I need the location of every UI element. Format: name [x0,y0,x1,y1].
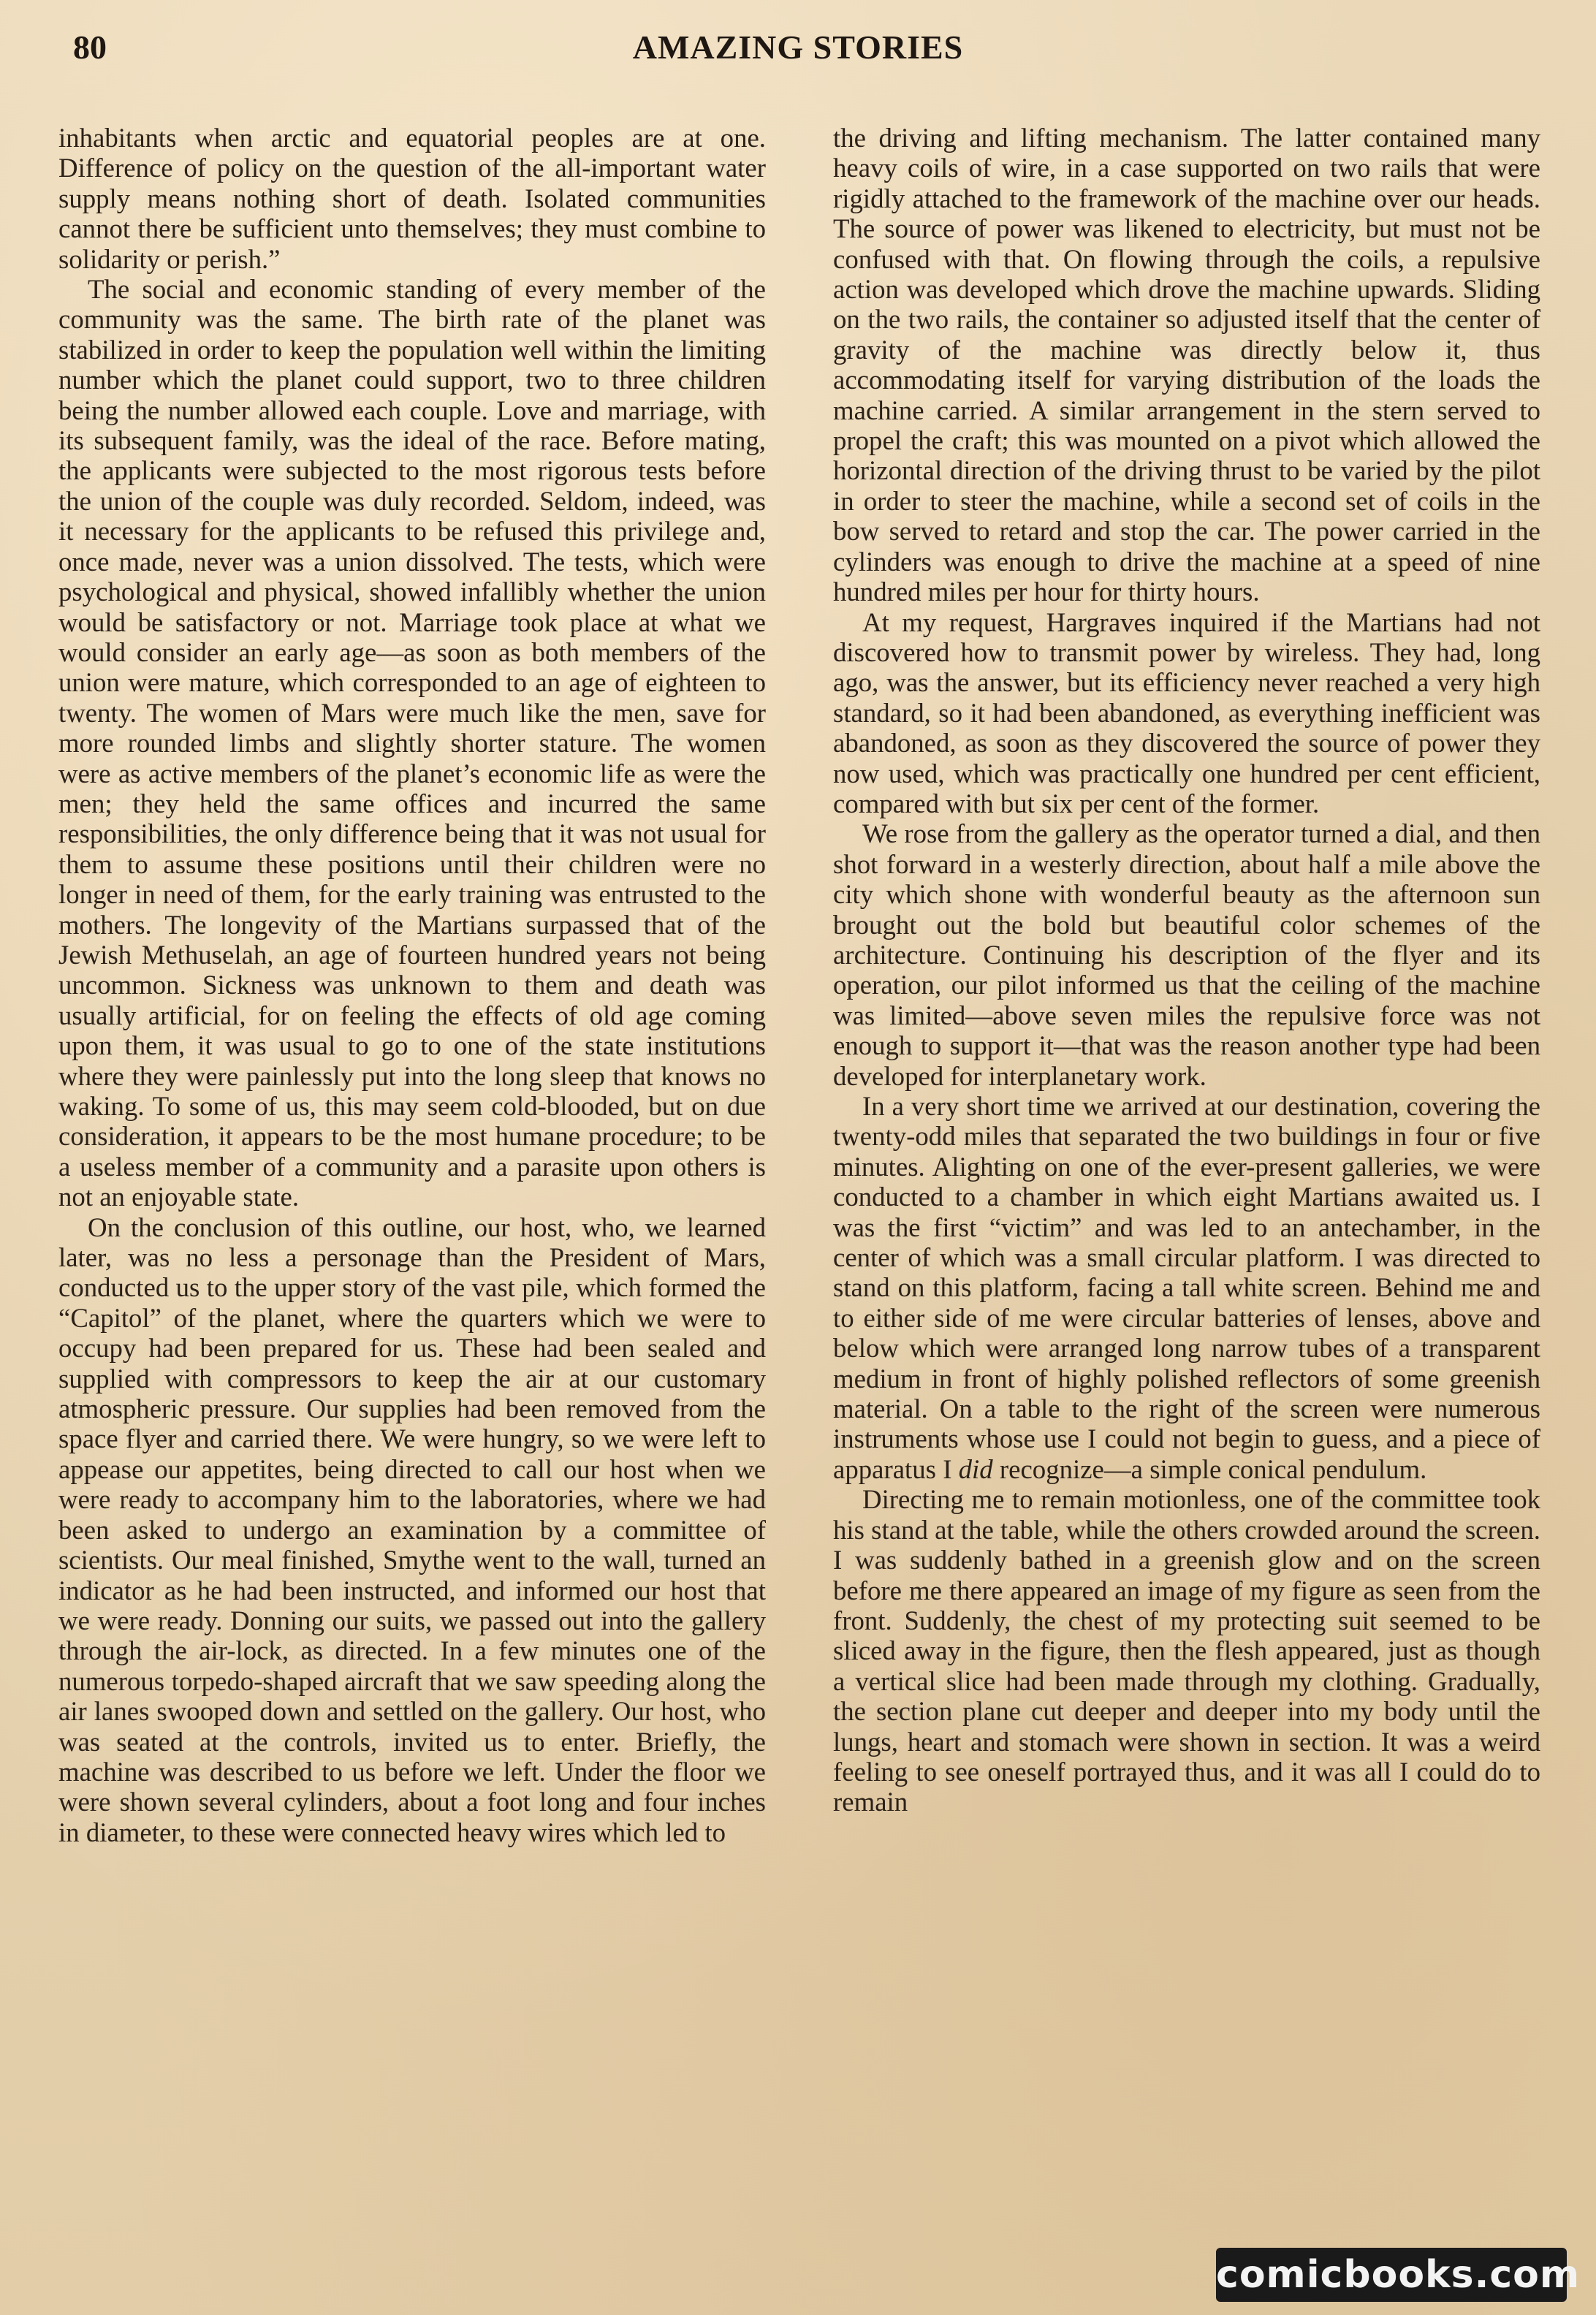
emphasis-did: did [958,1453,993,1484]
paragraph: the driving and lifting mechanism. The latter contained many heavy coils of wire, in a case supported on two rails that were rigidly attached to the framework of the machine over our heads. The source of power was likened to electricity, but must not be confused with that. On flowing through the coils, a repulsive action was developed which drove the machine upwards. Sliding on the two rails, the container so adjusted itself that the center of gravity of the machine was directly below it, thus accommodating itself for varying distribution of the loads the machine carried. A similar arrangement in the stern served to propel the craft; this was mounted on a pivot which allowed the horizontal direction of the driving thrust to be varied by the pilot in order to steer the machine, while a second set of coils in the bow served to retard and stop the car. The power carried in the cylinders was enough to drive the machine at a speed of nine hundred miles per hour for thirty hours. [833,123,1540,607]
paragraph: On the conclusion of this outline, our host, who, we learned later, was no less a personage than the President of Mars, conducted us to the upper story of the vast pile, which formed the “Capitol” of the planet, where the quarters which we were to occupy had been prepared for us. These had been sealed and supplied with compressors to keep the air at our customary atmospheric pressure. Our supplies had been removed from the space flyer and carried there. We were hungry, so we were left to appease our appetites, being directed to call our host when we were ready to accompany him to the laboratories, where we had been asked to undergo an examination by a committee of scientists. Our meal finished, Smythe went to the wall, turned an indicator as he had been instructed, and informed our host that we were ready. Donning our suits, we passed out into the gallery through the air-lock, as directed. In a few minutes one of the numerous torpedo-shaped aircraft that we saw speeding along the air lanes swooped down and settled on the gallery. Our host, who was seated at the controls, invited us to enter. Briefly, the machine was described to us before we left. Under the floor we were shown several cylinders, about a foot long and four inches in diameter, to these were connected heavy wires which led to [58,1212,766,1847]
paragraph-text: recognize—a simple conical pendulum. [992,1453,1427,1484]
paragraph: At my request, Hargraves inquired if the Martians had not discovered how to transmit power by wireless. They had, long ago, was the answer, but its efficiency never reached a very high standard, so it had been abandoned, as everything inefficient was abandoned, as soon as they discovered the source of power they now used, which was practically one hundred per cent efficient, compared with but six per cent of the former. [833,607,1540,818]
paragraph: We rose from the gallery as the operator turned a dial, and then shot forward in a westerly direction, about half a mile above the city which shone with wonderful beauty as the afternoon sun brought out the bold but beautiful color schemes of the architecture. Continuing his description of the flyer and its operation, our pilot informed us that the ceiling of the machine was limited—above seven miles the repulsive force was not enough to support it—that was the reason another type had been developed for interplanetary work. [833,818,1540,1091]
left-column [58,123,766,2264]
paragraph-text: In a very short time we arrived at our destination, covering the twenty-odd miles that separated the two buildings in four or five minutes. Alighting on one of the ever-present galleries, we were conducted to a chamber in which eight Martians awaited us. I was the first “victim” and was led to an antechamber, in the center of which was a small circular platform. I was directed to stand on this platform, facing a tall white screen. Behind me and to either side of me were circular batteries of lenses, above and below which were arranged long narrow tubes of a transparent medium in front of highly polished reflectors of some greenish material. On a table to the right of the screen were numerous instruments whose use I could not begin to guess, and a piece of apparatus I [833,1091,1540,1484]
running-head: AMAZING STORIES [632,28,964,66]
page-number: 80 [73,28,107,66]
paragraph [833,1091,1540,1484]
paragraph: Directing me to remain motionless, one of the committee took his stand at the table, while the others crowded around the screen. I was suddenly bathed in a greenish glow and on the screen before me there appeared an image of my figure as seen from the front. Suddenly, the chest of my protecting suit seemed to be sliced away in the figure, then the flesh appeared, just as though a vertical slice had been made through my clothing. Gradually, the section plane cut deeper and deeper into my body until the lungs, heart and stomach were shown in section. It was a weird feeling to see oneself portrayed thus, and it was all I could do to remain [833,1484,1540,1817]
right-column [833,123,1540,2264]
paragraph: inhabitants when arctic and equatorial peoples are at one. Difference of policy on the question of the all-important water supply means nothing short of death. Isolated communities cannot there be sufficient unto themselves; they must combine to solidarity or perish.” [58,123,766,274]
page-header [73,28,1523,79]
watermark-logo: comicbooks.com [1216,2248,1567,2302]
paragraph: The social and economic standing of every member of the community was the same. The birth rate of the planet was stabilized in order to keep the population well within the limiting number which the planet could support, two to three children being the number allowed each couple. Love and marriage, with its subsequent family, was the ideal of the race. Before mating, the applicants were subjected to the most rigorous tests before the union of the couple was duly recorded. Seldom, indeed, was it necessary for the applicants to be refused this privilege and, once made, never was a union dissolved. The tests, which were psychological and physical, showed infallibly whether the union would be satisfactory or not. Marriage took place at what we would consider an early age—as soon as both members of the union were mature, which corresponded to an age of eighteen to twenty. The women of Mars were much like the men, save for more rounded limbs and slightly shorter stature. The women were as active members of the planet’s economic life as were the men; they held the same offices and incurred the same responsibilities, the only difference being that it was not usual for them to assume these positions until their children were no longer in need of them, for the early training was entrusted to the mothers. The longevity of the Martians surpassed that of the Jewish Methuselah, an age of fourteen hundred years not being uncommon. Sickness was unknown to them and death was usually artificial, for on feeling the effects of old age coming upon them, it was usual to go to one of the state institutions where they were painlessly put into the long sleep that knows no waking. To some of us, this may seem cold-blooded, but on due consideration, it appears to be the most humane procedure; to be a useless member of a community and a parasite upon others is not an enjoyable state. [58,274,766,1212]
